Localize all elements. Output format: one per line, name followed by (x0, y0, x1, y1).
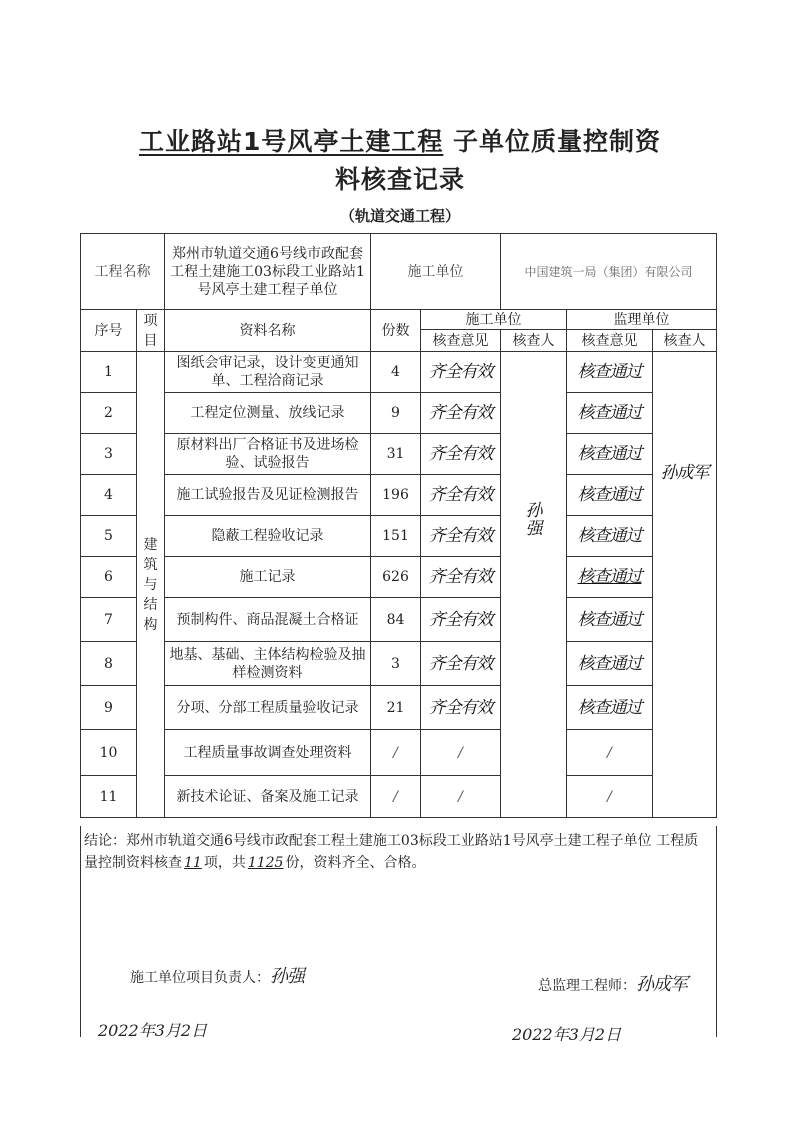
conclusion-items: 11 (184, 855, 202, 871)
row-no: 8 (81, 642, 137, 686)
row-no: 2 (81, 393, 137, 434)
row-no: 6 (81, 557, 137, 598)
s-checker-signature: 孙成军 (660, 463, 709, 483)
quality-control-table (80, 233, 717, 818)
contractor-label: 施工单位 (371, 234, 501, 310)
supervisor-signature: 孙成军 (636, 974, 687, 995)
header-row-columns (81, 310, 717, 330)
table-row (81, 686, 717, 730)
row-c-opinion: / (421, 776, 501, 818)
col-item: 项目 (137, 310, 165, 352)
row-name: 隐蔽工程验收记录 (165, 516, 371, 557)
row-s-opinion: 核查通过 (567, 516, 653, 557)
row-s-opinion: 核查通过 (567, 598, 653, 642)
row-no: 7 (81, 598, 137, 642)
row-no: 3 (81, 434, 137, 475)
row-no: 11 (81, 776, 137, 818)
row-s-opinion: 核查通过 (567, 352, 653, 393)
form-title-project: 工业路站1号风亭土建工程 (138, 127, 444, 156)
row-name: 工程定位测量、放线记录 (165, 393, 371, 434)
row-c-opinion: 齐全有效 (421, 598, 501, 642)
row-c-opinion: 齐全有效 (421, 434, 501, 475)
col-s-checker: 核查人 (653, 330, 717, 352)
row-c-opinion: 齐全有效 (421, 557, 501, 598)
supervisor-signature-line (538, 970, 687, 996)
row-count: 84 (371, 598, 421, 642)
table-row (81, 776, 717, 818)
conclusion-prefix: 结论：郑州市轨道交通6号线市政配套工程土建施工03标段工业路站1号风亭土建工程子单位 工程质量控制资料核查 (84, 833, 699, 871)
table-row (81, 393, 717, 434)
col-s-opinion: 核查意见 (567, 330, 653, 352)
row-count: 151 (371, 516, 421, 557)
row-c-opinion: 齐全有效 (421, 475, 501, 516)
contractor-name: 中国建筑一局（集团）有限公司 (501, 234, 717, 310)
s-checker-cell (653, 352, 717, 818)
row-count: 21 (371, 686, 421, 730)
row-name: 地基、基础、主体结构检验及抽样检测资料 (165, 642, 371, 686)
row-count: 4 (371, 352, 421, 393)
row-count: 9 (371, 393, 421, 434)
row-name: 工程质量事故调查处理资料 (165, 730, 371, 776)
category-cell (137, 352, 165, 818)
row-name: 施工记录 (165, 557, 371, 598)
row-c-opinion: 齐全有效 (421, 352, 501, 393)
row-s-opinion: 核查通过 (567, 475, 653, 516)
conclusion-copies: 1125 (247, 855, 284, 871)
row-name: 图纸会审记录，设计变更通知单、工程洽商记录 (165, 352, 371, 393)
project-name-label: 工程名称 (81, 234, 165, 310)
row-s-opinion: 核查通过 (567, 393, 653, 434)
table-row (81, 642, 717, 686)
table-row (81, 475, 717, 516)
row-s-opinion: 核查通过 (567, 557, 653, 598)
row-no: 10 (81, 730, 137, 776)
contractor-signature-line (130, 962, 304, 988)
row-c-opinion: / (421, 730, 501, 776)
date-right: 2022年3月2日 (512, 1025, 622, 1044)
conclusion-suffix: 份，资料齐全、合格。 (285, 855, 426, 871)
form-title-line1 (0, 122, 800, 158)
col-c-checker: 核查人 (501, 330, 567, 352)
row-c-opinion: 齐全有效 (421, 642, 501, 686)
frame-right-border (716, 826, 717, 1037)
table-row (81, 557, 717, 598)
table-row (81, 516, 717, 557)
table-row (81, 352, 717, 393)
row-name: 原材料出厂合格证书及进场检验、试验报告 (165, 434, 371, 475)
date-left: 2022年3月2日 (98, 1021, 208, 1040)
row-count: / (371, 776, 421, 818)
row-count: 3 (371, 642, 421, 686)
row-no: 5 (81, 516, 137, 557)
supervisor-signature-label: 总监理工程师： (538, 978, 636, 994)
header-row-project (81, 234, 717, 310)
row-count: / (371, 730, 421, 776)
row-name: 预制构件、商品混凝土合格证 (165, 598, 371, 642)
table-row (81, 730, 717, 776)
conclusion-block (80, 826, 716, 878)
c-checker-signature: 孙强 (525, 501, 542, 539)
col-name: 资料名称 (165, 310, 371, 352)
form-title-rest: 子单位质量控制资 (443, 127, 662, 156)
row-no: 1 (81, 352, 137, 393)
table-row (81, 598, 717, 642)
row-s-opinion: 核查通过 (567, 434, 653, 475)
row-s-opinion: 核查通过 (567, 686, 653, 730)
row-count: 626 (371, 557, 421, 598)
row-no: 4 (81, 475, 137, 516)
col-construction: 施工单位 (421, 310, 567, 330)
project-name-value: 郑州市轨道交通6号线市政配套工程土建施工03标段工业路站1号风亭土建工程子单位 (165, 234, 371, 310)
c-checker-cell (501, 352, 567, 818)
col-count: 份数 (371, 310, 421, 352)
contractor-signature: 孙强 (270, 966, 304, 987)
row-c-opinion: 齐全有效 (421, 516, 501, 557)
row-no: 9 (81, 686, 137, 730)
col-no: 序号 (81, 310, 137, 352)
row-s-opinion: 核查通过 (567, 642, 653, 686)
col-supervision: 监理单位 (567, 310, 717, 330)
table-row (81, 434, 717, 475)
row-c-opinion: 齐全有效 (421, 686, 501, 730)
col-c-opinion: 核查意见 (421, 330, 501, 352)
row-count: 31 (371, 434, 421, 475)
category-label: 建筑与结构 (143, 536, 158, 633)
row-count: 196 (371, 475, 421, 516)
row-name: 施工试验报告及见证检测报告 (165, 475, 371, 516)
row-c-opinion: 齐全有效 (421, 393, 501, 434)
row-s-opinion: / (567, 730, 653, 776)
form-subtitle: （轨道交通工程） (339, 207, 460, 225)
form-title-line2: 料核查记录 (334, 165, 465, 194)
conclusion-mid: 项，共 (203, 855, 246, 871)
row-name: 新技术论证、备案及施工记录 (165, 776, 371, 818)
row-name: 分项、分部工程质量验收记录 (165, 686, 371, 730)
row-s-opinion: / (567, 776, 653, 818)
contractor-signature-label: 施工单位项目负责人： (130, 970, 270, 986)
